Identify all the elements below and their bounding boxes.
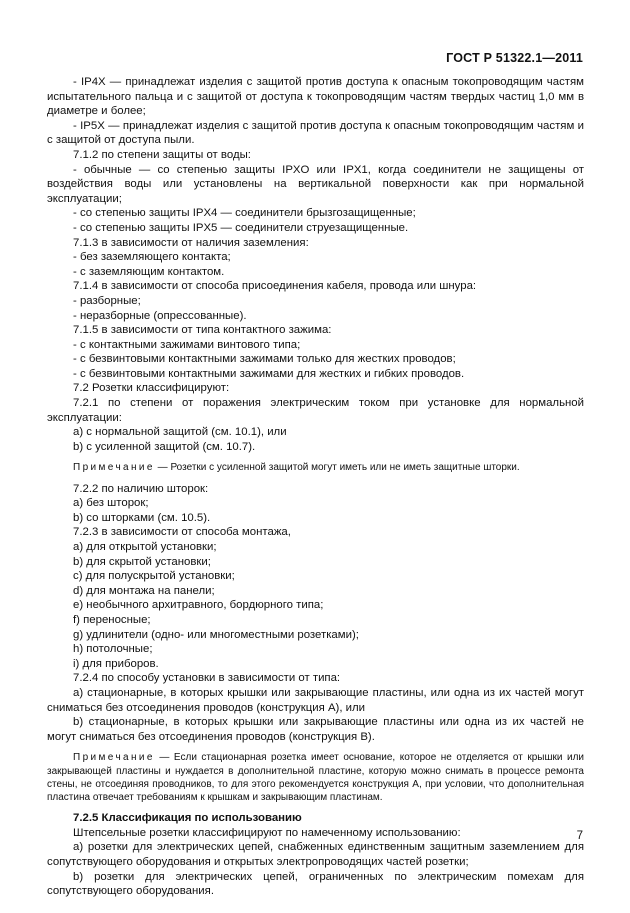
paragraph: b) розетки для электрических цепей, ограниченных по электрическим помехам для сопутствующего оборудования. [47,870,584,898]
paragraph: - неразборные (опрессованные). [73,309,247,322]
note-text: — Если стационарная розетка имеет основание, которое не отделяется от крышки или закрывающей пластины и нуждается в дополнительной пластине, которую можно снимать в процессе ремонта стены, не отсоединяя проводников, то для этого рекомендуется конструкция А, при условии, что дополнительная пластина отвечает требованиям к крышкам и закрывающим пластинам. [47,752,584,803]
paragraph: i) для приборов. [73,657,159,670]
paragraph: a) для открытой установки; [73,541,217,554]
paragraph: b) для скрытой установки; [73,555,211,568]
section-title: 7.2.5 Классификация по использованию [73,812,302,825]
paragraph: a) стационарные, в которых крышки или закрывающие пластины, или одна из их частей могут сниматься без отсоединения проводов (конструкция А), или [47,686,584,714]
paragraph: - с безвинтовыми контактными зажимами для жестких и гибких проводов. [73,367,465,380]
document-body [47,75,584,899]
paragraph: 7.2.3 в зависимости от способа монтажа, [73,526,291,539]
note-label: Примечание [73,462,155,474]
document-header: ГОСТ Р 51322.1—2011 [446,51,583,65]
paragraph: 7.2.4 по способу установки в зависимости от типа: [73,672,341,685]
paragraph: 7.2 Розетки классифицируют: [73,382,230,395]
paragraph: - без заземляющего контакта; [73,251,231,264]
note-label: Примечание [73,752,155,764]
paragraph: 7.2.1 по степени от поражения электрическим током при установке для нормальной эксплуатации: [47,397,584,424]
paragraph: b) со шторками (см. 10.5). [73,511,211,524]
paragraph: 7.2.2 по наличию шторок: [73,482,209,495]
paragraph: 7.1.4 в зависимости от способа присоединения кабеля, провода или шнура: [73,280,477,293]
paragraph: - IP4X — принадлежат изделия с защитой против доступа к опасным токопроводящим частям испытательного пальца и с защитой от доступа к токопроводящим частям твердых частиц 1,0 мм в диаметре и более; [47,76,584,118]
paragraph: h) потолочные; [73,643,153,656]
note [47,461,584,474]
paragraph: a) с нормальной защитой (см. 10.1), или [73,426,287,439]
paragraph: - обычные — со степенью защиты IPXO или IPX1, когда соединители не защищены от воздействия воды или установлены на вертикальной поверхности как при нормальной эксплуатации; [47,163,584,205]
paragraph: a) розетки для электрических цепей, снабженных единственным защитным заземлением для сопутствующего оборудования и открытых электропроводящих частей розетки; [47,841,584,868]
paragraph: - с заземляющим контактом. [73,265,225,278]
paragraph: 7.1.3 в зависимости от наличия заземления: [73,236,309,249]
note-text: — Розетки с усиленной защитой могут иметь или не иметь защитные шторки. [154,462,520,474]
paragraph: e) необычного архитравного, бордюрного типа; [73,599,324,612]
paragraph: b) с усиленной защитой (см. 10.7). [73,440,256,453]
paragraph: a) без шторок; [73,497,149,510]
paragraph: f) переносные; [73,613,151,626]
paragraph: g) удлинители (одно- или многоместными розетками); [73,628,359,641]
paragraph: - с безвинтовыми контактными зажимами только для жестких проводов; [73,353,456,366]
paragraph: 7.1.2 по степени защиты от воды: [73,148,251,161]
paragraph: - с контактными зажимами винтового типа; [73,338,301,351]
page-number: 7 [576,830,583,842]
paragraph: - со степенью защиты IPX5 — соединители струезащищенные. [73,221,409,234]
paragraph: d) для монтажа на панели; [73,584,215,597]
paragraph: 7.1.5 в зависимости от типа контактного зажима: [73,324,332,337]
paragraph: - со степенью защиты IPX4 — соединители брызгозащищенные; [73,207,416,220]
paragraph: b) стационарные, в которых крышки или закрывающие пластины или одна из их частей не могут сниматься без отсоединения проводов (конструкция В). [47,716,584,743]
paragraph: Штепсельные розетки классифицируют по намеченному использованию: [73,826,461,839]
paragraph: c) для полускрытой установки; [73,570,235,583]
paragraph: - разборные; [73,294,141,307]
note [47,751,584,804]
paragraph: - IP5X — принадлежат изделия с защитой против доступа к опасным токопроводящим частям и с защитой от доступа пыли. [47,119,584,147]
